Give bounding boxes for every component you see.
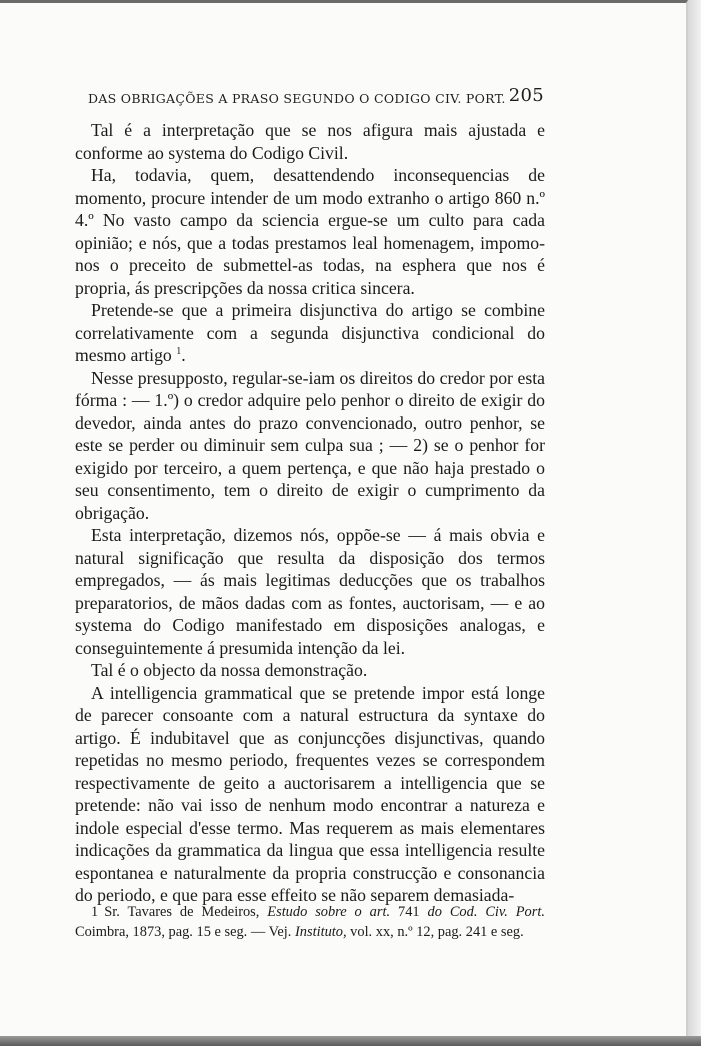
paragraph: Nesse presupposto, regular-se-iam os direitos do credor por esta fórma : — 1.º) o credor adquire pelo penhor o direito de exigir do devedor, ainda antes do prazo convencionado, outro penhor, se este se perder ou diminuir sem culpa sua ; — 2) se o penhor for exigido por terceiro, a quem pertença, e que não haja prestado o seu consentimento, tem o direito de exigir o cumprimento da obrigação. — [75, 367, 545, 523]
paragraph: Tal é a interpretação que se nos afigura mais ajustada e conforme ao systema do Codigo Civil. — [75, 120, 545, 163]
page-edge-bottom — [0, 1036, 701, 1046]
running-title: DAS OBRIGAÇÕES A PRASO SEGUNDO O CODIGO CIV. PORT. — [88, 91, 506, 106]
footnote: 1 Sr. Tavares de Medeiros, Estudo sobre o art. 741 do Cod. Civ. Port. Coimbra, 1873, pag. 15 e seg. — Vej. Instituto, vol. xx, n.º 12, pag. 241 e seg. — [75, 904, 545, 940]
body-text — [75, 119, 545, 907]
paragraph: Ha, todavia, quem, desattendendo inconsequencias de momento, procure intender de um modo extranho o artigo 860 n.º 4.º No vasto campo da sciencia ergue-se um culto para cada opinião; e nós, que a todas prestamos leal homenagem, impomo-nos o preceito de submettel-as todas, na esphera que nos é propria, ás prescripções da nossa critica sincera. — [75, 165, 545, 298]
page-edge-right — [688, 0, 701, 1036]
paragraph: A intelligencia grammatical que se pretende impor está longe de parecer consoante com a natural estructura da syntaxe do artigo. É indubitavel que as conjuncções disjunctivas, quando repetidas no mesmo periodo, frequentes vezes se correspondem respectivamente de geito a auctorisarem a intelligencia que se pretende: não vai isso de nenhum modo encontrar a natureza e indole especial d'esse termo. Mas requerem as mais elementares indicações da grammatica da lingua que essa intelligencia resulte espontanea e naturalmente da propria construcção e consonancia do periodo, e que para esse effeito se não separem demasiada- — [75, 682, 545, 905]
footnote-reference: 1 — [176, 346, 182, 358]
paragraph: Tal é o objecto da nossa demonstração. — [91, 660, 368, 680]
page-number: 205 — [508, 85, 544, 106]
footnote-number: 1 — [91, 904, 99, 920]
running-header — [88, 85, 544, 109]
paragraph: Pretende-se que a primeira disjunctiva do artigo se combine correlativamente com a segunda disjunctiva condicional do mesmo artigo $^1$. — [75, 300, 545, 365]
paragraph: Esta interpretação, dizemos nós, oppõe-se — á mais obvia e natural significação que resulta da disposição dos termos empregados, — ás mais legitimas deducções que os trabalhos preparatorios, de mãos dadas com as fontes, auctorisam, — e ao systema do Codigo manifestado em disposições analogas, e conseguintemente á presumida intenção da lei. — [75, 525, 545, 658]
